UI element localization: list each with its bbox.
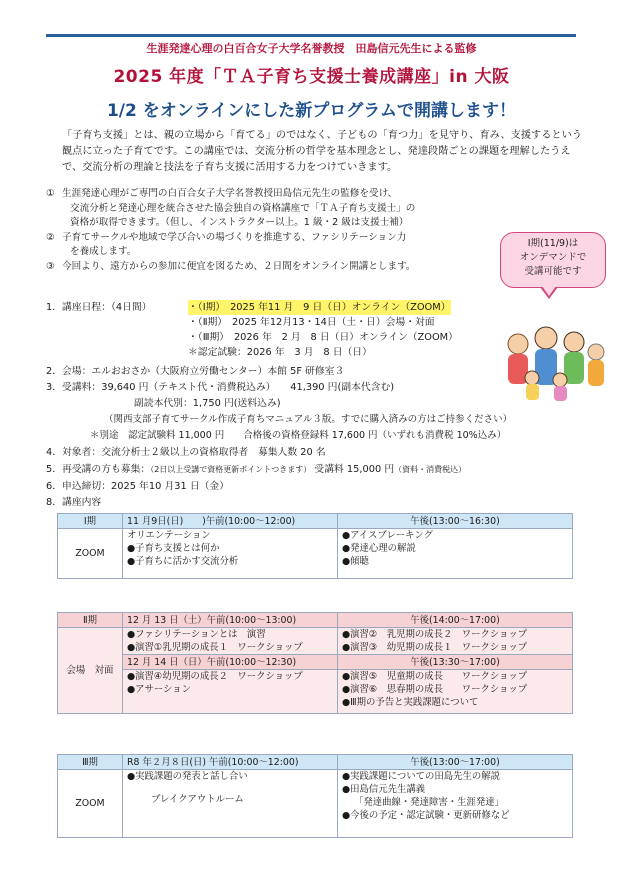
schedule-term2: ・（Ⅱ期） 2025 年12月13・14日（土・日）会場・対面 — [188, 317, 435, 328]
term2-venue: 会場 対面 — [58, 628, 123, 714]
page-title: 2025 年度「ＴＡ子育ち支援士養成講座」in 大阪 — [113, 67, 510, 87]
term2-label: Ⅱ期 — [58, 613, 123, 628]
ondemand-callout — [500, 232, 606, 288]
term2-day1-pm-header: 午後(14:00～17:00) — [338, 613, 573, 628]
intro-paragraph: 「子育ち支援」とは、親の立場から「育てる」のではなく、子どもの「育つ力」を見守り、育み、支援するという観点に立った子育てです。この講座では、交流分析の哲学を基本理念とし、発達段階ごとの課題を理解したうえで、交流分析の理論と技法を子育ち支援に活用する力をつけていきます。 — [62, 130, 582, 173]
term3-am-header: R8 年２月８日(日) 午前(10:00～12:00) — [123, 755, 338, 770]
term1-pm-content — [338, 529, 573, 579]
point-2-line-2: を養成します。 — [70, 246, 137, 257]
content-heading: 8．講座内容 — [46, 497, 102, 508]
term2-day1-am-content — [123, 628, 338, 655]
term2-day2-pm-header: 午後(13:30～17:00) — [338, 655, 573, 670]
term2-day2-am-content — [123, 670, 338, 714]
list-item: オリエンテーション — [127, 530, 211, 541]
term3-pm-content — [338, 770, 573, 838]
repeat-info — [46, 462, 466, 477]
list-item: ●子育ち支援とは何か — [127, 543, 220, 554]
list-item: ●実践課題の発表と話し合い — [127, 771, 248, 782]
point-1-line-3: 資格が取得できます。（但し、インストラクター以上。1 級・2 級は支援士補） — [70, 217, 409, 228]
repeat-fee: 受講料 15,000 円 — [314, 464, 395, 475]
term2-day1-pm-content — [338, 628, 573, 655]
term1-am-content — [123, 529, 338, 579]
repeat-label: 5．再受講の方も募集： — [46, 464, 151, 475]
term2-table — [57, 612, 573, 714]
fee-info: 3．受講料：39,640 円（テキスト代・消費税込み） 41,390 円(副本代含む) — [46, 382, 395, 393]
schedule-label: 1．講座日程：（4日間） — [46, 302, 152, 313]
venue-info: 2．会場：エルおおさか（大阪府立労働センター）本館 5F 研修室３ — [46, 366, 345, 377]
schedule-term3: ・（Ⅲ期） 2026 年 2 月 8 日（日）オンライン（ZOOM） — [188, 332, 458, 343]
exam-fee-note: ＊別途 認定試験料 11,000 円 合格後の資格登録料 17,600 円（いずれも消費税 10%込み） — [90, 430, 507, 441]
term1-am-header: 11 月9日(日) )午前(10:00～12:00) — [123, 514, 338, 529]
textbook-fee: 副読本代別：1,750 円(送料込み) — [134, 398, 281, 409]
term2-day2-am-header: 12 月 14 日（日）午前(10:00～12:30) — [123, 655, 338, 670]
term1-venue: ZOOM — [58, 529, 123, 579]
deadline-info: 6．申込締切：2025 年10 月31 日（金） — [46, 481, 230, 492]
eligibility-info: 4．対象者：交流分析士２級以上の資格取得者 募集人数 20 名 — [46, 447, 326, 458]
list-item: ●傾聴 — [342, 556, 369, 567]
list-item: ●子育ちに活かす交流分析 — [127, 556, 239, 567]
list-item: ●ファシリテーションとは 演習 — [127, 629, 266, 640]
callout-line-3: 受講可能です — [524, 266, 582, 277]
supervision-line: 生涯発達心理の白百合女子大学名誉教授 田島信元先生による監修 — [146, 42, 477, 55]
list-item: ●演習③ 幼児期の成長１ ワークショップ — [342, 642, 528, 653]
list-item: ●アサーション — [127, 684, 192, 695]
list-item: ●演習② 乳児期の成長２ ワークショップ — [342, 629, 528, 640]
schedule-term1: ・（Ⅰ期） 2025 年11 月 9 日（日）オンライン（ZOOM） — [188, 302, 451, 313]
term1-table — [57, 513, 573, 579]
term1-pm-header: 午後(13:00～16:30) — [338, 514, 573, 529]
term2-day2-pm-content — [338, 670, 573, 714]
list-item: ●実践課題についての田島先生の解説 — [342, 771, 500, 782]
list-item: ●演習①乳児期の成長１ ワークショップ — [127, 642, 303, 653]
term1-label: Ⅰ期 — [58, 514, 123, 529]
list-item: ブレイクアウトルーム — [151, 794, 244, 805]
term3-label: Ⅲ期 — [58, 755, 123, 770]
term2-day1-am-header: 12 月 13 日（土）午前(10:00～13:00) — [123, 613, 338, 628]
feature-points — [46, 187, 516, 274]
callout-line-1: Ⅰ期(11/9)は — [527, 238, 579, 249]
repeat-fee-note: （資料・消費税込） — [394, 465, 467, 474]
repeat-note: （2日以上受講で資格更新ポイントつきます） — [150, 465, 312, 474]
list-item: ●今後の予定・認定試験・更新研修など — [342, 810, 510, 821]
point-1: ① 生涯発達心理がご専門の白百合女子大学名誉教授田島信元先生の監修を受け、 — [46, 188, 398, 199]
list-item: ●演習④幼児期の成長２ ワークショップ — [127, 671, 303, 682]
point-1-line-2: 交流分析と発達心理を統合させた協会独自の資格講座で「ＴＡ子育ち支援士」の — [70, 202, 416, 214]
schedule-section — [46, 300, 516, 360]
schedule-exam: ＊認定試験：2026 年 3 月 8 日（日） — [188, 347, 372, 358]
term3-pm-header: 午後(13:00～17:00) — [338, 755, 573, 770]
list-item: ●Ⅲ期の予告と実践課題について — [342, 697, 479, 708]
family-illustration — [498, 322, 608, 402]
callout-tail-fill — [542, 286, 556, 296]
list-item: ●発達心理の解説 — [342, 543, 416, 554]
list-item: ●演習⑤ 児童期の成長 ワークショップ — [342, 671, 528, 682]
point-3: ③ 今回より、遠方からの参加に便宜を図るため、２日間をオンライン開講とします。 — [46, 260, 416, 272]
manual-note: （関西支部子育てサークル作成子育ちマニュアル３版。すでに購入済みの方はご持参ください） — [104, 414, 513, 425]
list-item: ●アイスブレーキング — [342, 530, 433, 541]
term3-am-content — [123, 770, 338, 838]
term3-table — [57, 754, 573, 838]
list-item: 「発達曲線・発達障害・生涯発達」 — [354, 797, 505, 808]
callout-line-2: オンデマンドで — [519, 252, 587, 263]
header-rule — [46, 34, 576, 37]
term3-venue: ZOOM — [58, 770, 123, 838]
point-2: ② 子育てサークルや地域で学び合いの場づくりを推進する、ファシリテーション力 — [46, 231, 407, 243]
list-item: ●田島信元先生講義 — [342, 784, 426, 795]
page-subtitle: 1/2 をオンラインにした新プログラムで開講します！ — [106, 101, 517, 121]
list-item: ●演習⑥ 思春期の成長 ワークショップ — [342, 684, 528, 695]
